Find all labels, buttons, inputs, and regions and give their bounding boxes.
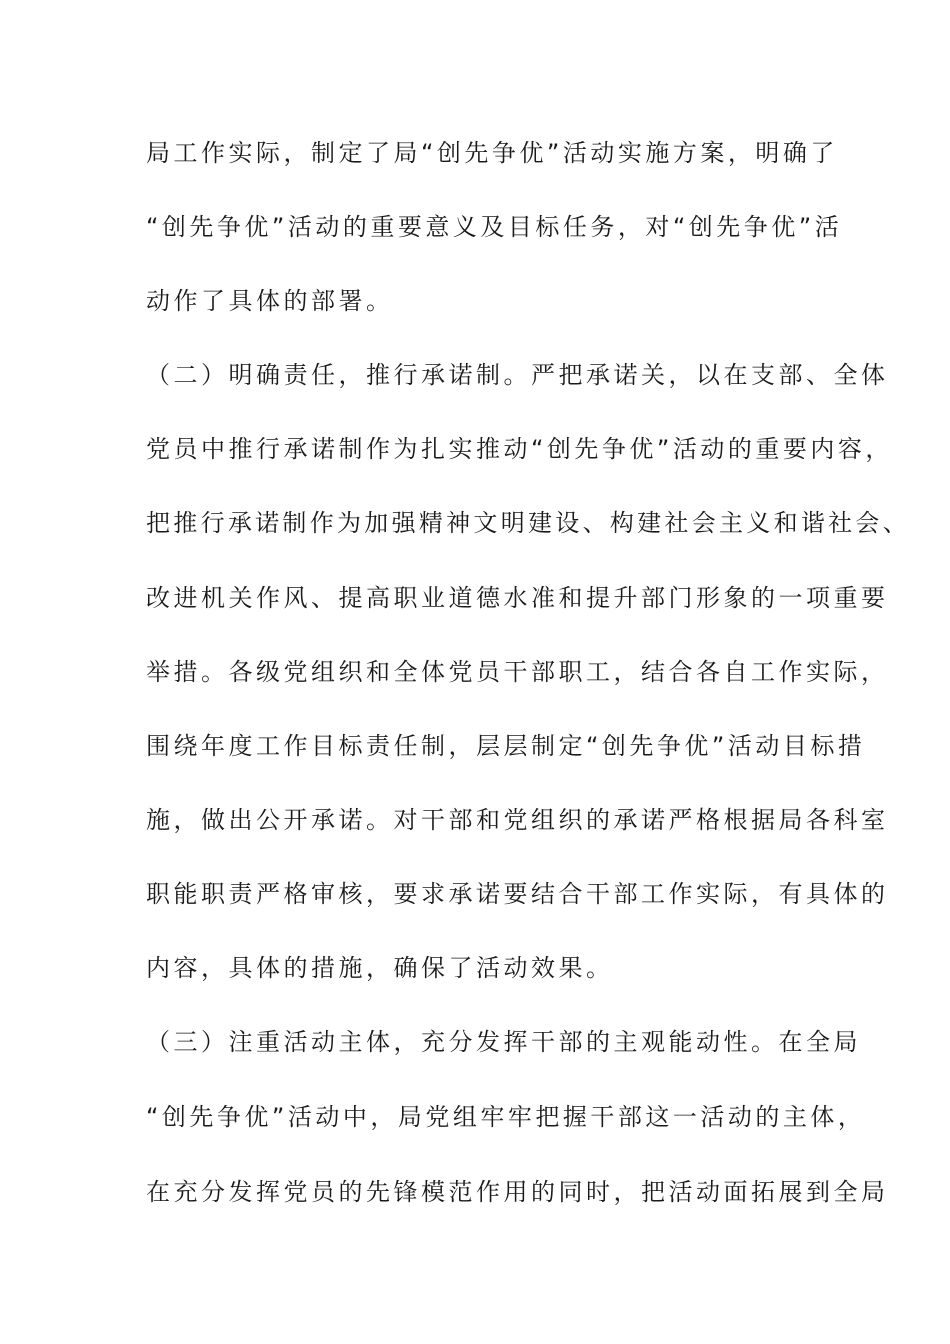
text-line: 动作了具体的部署。 [146, 287, 394, 315]
text-line: 围绕年度工作目标责任制，层层制定“创先争优”活动目标措 [146, 732, 866, 760]
text-line: 举措。各级党组织和全体党员干部职工，结合各自工作实际， [146, 658, 889, 686]
text-line: 在充分发挥党员的先锋模范作用的同时，把活动面拓展到全局 [146, 1178, 889, 1206]
text-line: “创先争优”活动的重要意义及目标任务，对“创先争优”活 [146, 213, 843, 241]
text-line: “创先争优”活动中，局党组牢牢把握干部这一活动的主体， [146, 1103, 866, 1131]
text-line: 局工作实际，制定了局“创先争优”活动实施方案，明确了 [146, 139, 838, 167]
text-line: 党员中推行承诺制作为扎实推动“创先争优”活动的重要内容， [146, 435, 893, 463]
text-line: 内容，具体的措施，确保了活动效果。 [146, 954, 614, 982]
text-line: 把推行承诺制作为加强精神文明建设、构建社会主义和谐社会、 [146, 509, 910, 537]
text-line: 改进机关作风、提高职业道德水准和提升部门形象的一项重要 [146, 584, 889, 612]
text-line: 施，做出公开承诺。对干部和党组织的承诺严格根据局各科室 [146, 806, 889, 834]
text-line: （二）明确责任，推行承诺制。严把承诺关，以在支部、全体 [146, 361, 889, 389]
text-line: （三）注重活动主体，充分发挥干部的主观能动性。在全局 [146, 1028, 861, 1056]
text-line: 职能职责严格审核，要求承诺要结合干部工作实际，有具体的 [146, 880, 889, 908]
